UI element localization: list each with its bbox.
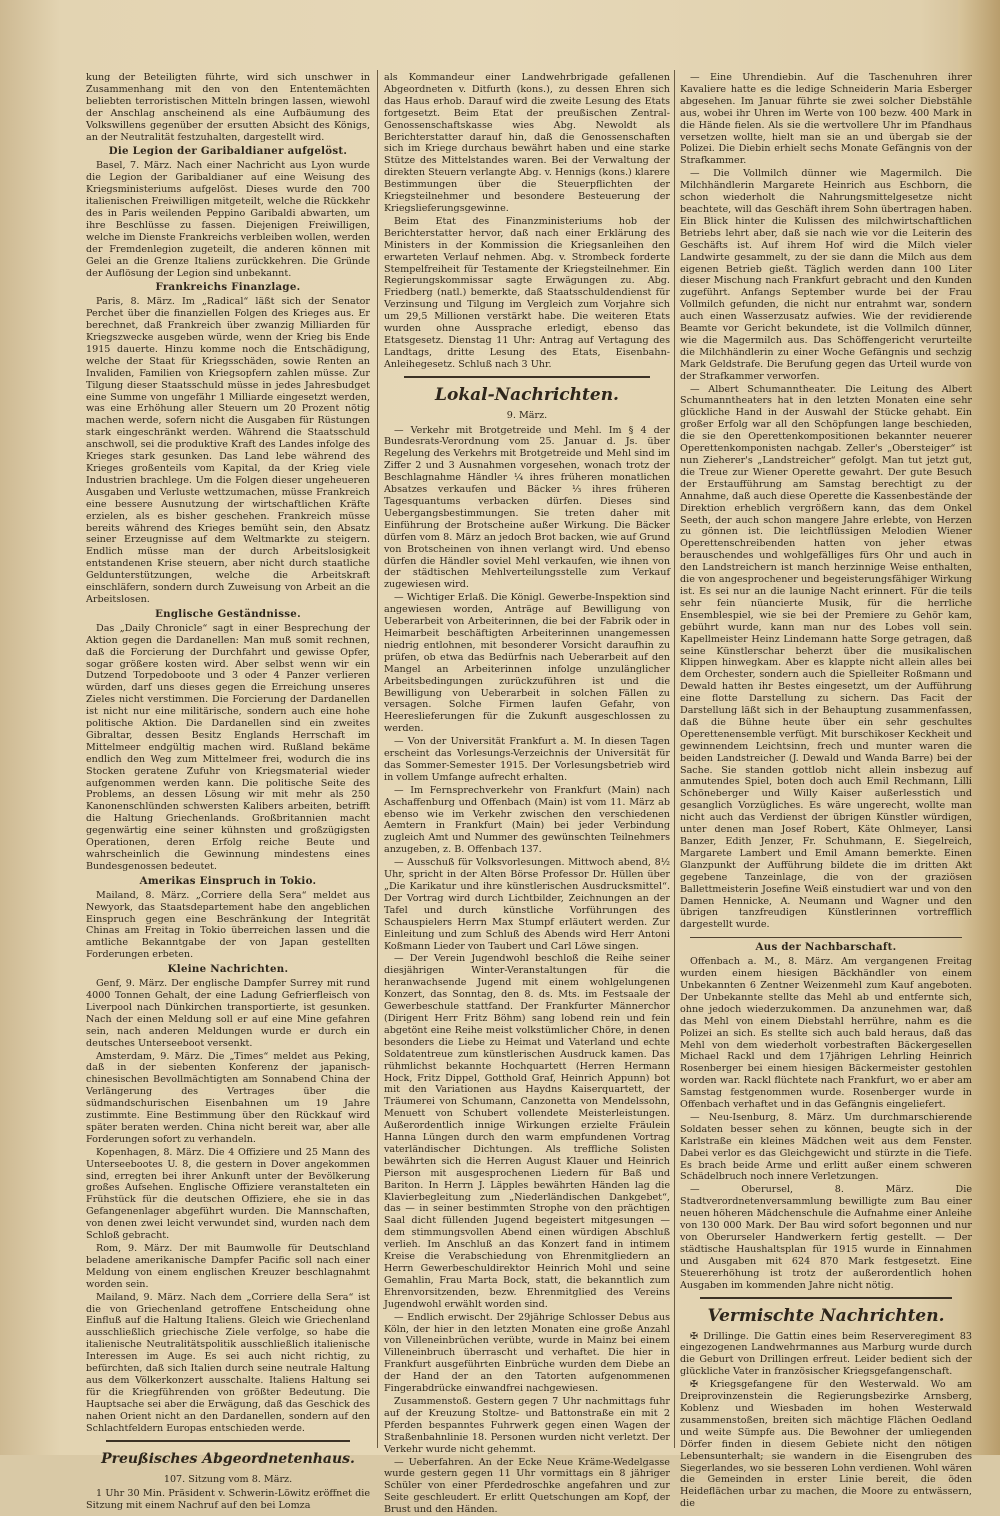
paragraph: — Ueberfahren. An der Ecke Neue Kräme-Wedelgasse wurde gestern gegen 11 Uhr vormittags ein 8 jähriger Schüler von einer Pferdedroschke angefahren und zur Seite geschleudert. Er erlitt Quetschungen am Kopf, der Brust und den Händen. (384, 1457, 670, 1516)
paragraph: ✠ Drillinge. Die Gattin eines beim Reserveregiment 83 eingezogenen Landwehrmannes aus Marburg wurde durch die Geburt von Drillingen erfreut. Leider bedient sich der glückliche Vater in französischer Kriegsgefangenschaft. (680, 1331, 972, 1379)
paragraph: Paris, 8. März. Im „Radical“ läßt sich der Senator Perchet über die finanziellen Folgen des Krieges aus. Er berechnet, daß Frankreich über zwanzig Milliarden für Kriegszwecke ausgeben würde, wenn der Krieg bis Ende 1915 dauerte. Hinzu komme noch die Entschädigung, welche der Staat für Kriegsschäden, sowie Renten an Invaliden, Familien von Kriegsopfern zahlen müsse. Zur Tilgung dieser Staatsschuld müsse in jedes Jahresbudget eine Summe von ungefähr 1 Milliarde eingesetzt werden, was eine Erhöhung aller Steuern um 20 Prozent nötig machen werde, sofern nicht die Ausgaben für Rüstungen stark eingeschränkt werden. Während die Staatsschuld anschwoll, sei die produktive Kraft des Landes infolge des Krieges stark gesunken. Das Land lebe während des Krieges großenteils vom Kapital, da der Krieg viele Industrien brachlege. Um die Folgen dieser ungeheueren Ausgaben und Verluste wettzumachen, müsse Frankreich eine bessere Ausnutzung der wirtschaftlichen Kräfte erzielen, als es bisher geschehen. Frankreich müsse bereits während des Krieges bemüht sein, den Absatz seiner Erzeugnisse auf dem Weltmarkte zu steigern. Endlich müsse man der durch Arbeitslosigkeit entstandenen Krise steuern, aber nicht durch staatliche Geldunterstützungen, welche die Arbeitskraft einschläfern, sondern durch Zuweisung von Arbeit an die Arbeitslosen. (86, 296, 370, 606)
paragraph: — Der Verein Jugendwohl beschloß die Reihe seiner diesjährigen Winter-Veranstaltungen für die heranwachsende Jugend mit einem wohlgelungenen Konzert, das Sonntag, den 8. ds. Mts. im Festsaale der Gewerbeschule stattfand. Der Frankfurter Männerchor (Dirigent Herr Fritz Böhm) sang lobend rein und fein abgetönt eine Reihe meist volkstümlicher Chöre, in denen besonders die Liebe zu Heimat und Vaterland und echte Soldatentreue zum künstlerischen Ausdruck kamen. Das rühmlichst bekannte Hochquartett (Herren Hermann Hock, Fritz Dippel, Gotthold Graf, Heinrich Appunn) bot mit den Variationen aus Haydns Kaiserquartett, der Träumerei von Schumann, Canzonetta von Mendelssohn, Menuett von Schubert vollendete Meisterleistungen. Außerordentlich innige Wirkungen erzielte Fräulein Hanna Lüngen durch den warm empfundenen Vortrag vaterländischer Dichtungen. Als treffliche Solisten bewährten sich die Herren August Klauer und Heinrich Pierson mit ausgesprochenen Liedern für Baß und Bariton. In Herrn J. Läpples bewährten Händen lag die Klavierbegleitung zum „Niederländischen Dankgebet“, das — in seiner bestimmten Strophe von den prächtigen Saal dicht füllenden Jugend begeistert mitgesungen — dem stimmungsvollen Abend einen würdigen Abschluß verlieh. Im Anschluß an das Konzert fand in intimem Kreise die Verabschiedung von Ehrenmitgliedern an Herrn Gewerbeschuldirektor Heinrich Mohl und seine Gemahlin, Frau Marta Bock, statt, die bekanntlich zum Ehrenvorsitzenden, bezw. Ehrenmitglied des Vereins Jugendwohl erwählt worden sind. (384, 953, 670, 1310)
paragraph: Zusammenstoß. Gestern gegen 7 Uhr nachmittags fuhr auf der Kreuzung Stoltze- und Battonstraße ein mit 2 Pferden bespanntes Fuhrwerk gegen einen Wagen der Straßenbahnlinie 18. Personen wurden nicht verletzt. Der Verkehr wurde nicht gehemmt. (384, 1396, 670, 1456)
paragraph: Mailand, 9. März. Nach dem „Corriere della Sera“ ist die von Griechenland getroffene Entscheidung ohne Einfluß auf die Haltung Italiens. Gleich wie Griechenland ausschließlich griechische Ziele verfolge, so habe die italienische Neutralitätspolitik ausschließlich italienische Interessen im Auge. Es sei auch nicht richtig, zu befürchten, daß sich Italien durch seine neutrale Haltung aus dem Völkerkonzert ausschalte. Italiens Haltung sei für die Kriegführenden von größter Bedeutung. Die Hauptsache sei aber die Erwägung, daß das Geschick des nahen Orient nicht an den Dardanellen, sondern auf den Schlachtfeldern Europas entschieden werde. (86, 1292, 370, 1435)
section-title: Lokal-Nachrichten. (384, 384, 670, 406)
paragraph: — Verkehr mit Brotgetreide und Mehl. Im § 4 der Bundesrats-Verordnung vom 25. Januar d. Js. über Regelung des Verkehrs mit Brotgetreide und Mehl sind im Ziffer 2 und 3 Ausnahmen vorgesehen, wonach trotz der Beschlagnahme Händler ¼ ihres früheren monatlichen Absatzes verkaufen und Bäcker ⅓ ihres früheren Tagesquantums verbacken dürfen. Dieses sind Uebergangsbestimmungen. Sie treten daher mit Einführung der Brotscheine außer Wirkung. Die Bäcker dürfen vom 8. März an jedoch Brot backen, wie auf Grund von Brotscheinen von ihnen verlangt wird. Und ebenso dürfen die Händler soviel Mehl verkaufen, wie ihnen von der städtischen Mehlverteilungsstelle zum Verkauf zugewiesen wird. (384, 425, 670, 592)
section-heading: Englische Geständnisse. (86, 609, 370, 621)
session-line: 107. Sitzung vom 8. März. (86, 1474, 370, 1486)
section-heading: Amerikas Einspruch in Tokio. (86, 876, 370, 888)
column-1 (86, 72, 370, 1447)
paragraph: Rom, 9. März. Der mit Baumwolle für Deutschland beladene amerikanische Dampfer Pacific soll nach einer Meldung von einem englischen Kreuzer beschlagnahmt worden sein. (86, 1243, 370, 1291)
paragraph: — Neu-Isenburg, 8. März. Um durchmarschierende Soldaten besser sehen zu können, beugte sich in der Karlstraße ein kleines Mädchen weit aus dem Fenster. Dabei verlor es das Gleichgewicht und stürzte in die Tiefe. Es brach beide Arme und erlitt außer einem schweren Schädelbruch noch innere Verletzungen. (680, 1112, 972, 1183)
date-line: 9. März. (384, 410, 670, 422)
column-rule (377, 70, 378, 1448)
paragraph: ✠ Kriegsgefangene für den Westerwald. Wo am Dreiprovinzenstein die Regierungsbezirke Arnsberg, Koblenz und Wiesbaden im hohen Westerwald zusammenstoßen, breiten sich mächtige Flächen Oedland und weite Sümpfe aus. Die Bewohner der umliegenden Dörfer finden in diesem Gebiete nicht den nötigen Lebensunterhalt; sie wandern in die Eisengruben des Siegerlandes, wo sie besseren Lohn verdienen. Wohl wären die Gemeinden in erster Linie bereit, die öden Heideflächen urbar zu machen, die Moore zu entwässern, die (680, 1379, 972, 1510)
paragraph: kung der Beteiligten führte, wird sich unschwer in Zusammenhang mit den von den Ententemächten beliebten terroristischen Mitteln bringen lassen, wiewohl der Anschlag anscheinend als eine Aufbäumung des Volkswillens gegenüber der ersutten Absicht des Königs, an der Neutralität festzuhalten, dargestellt wird. (86, 72, 370, 143)
paragraph: Kopenhagen, 8. März. Die 4 Offiziere und 25 Mann des Unterseebootes U. 8, die gestern in Dover angekommen sind, erregten bei ihrer Ankunft unter der Bevölkerung großes Aufsehen. Englische Offiziere veranstalteten ein Frühstück für die deutschen Offiziere, ehe sie in das Gefangenenlager abgeführt wurden. Die Mannschaften, von denen zwei leicht verwundet sind, wurden nach dem Schloß gebracht. (86, 1147, 370, 1242)
paragraph: Genf, 9. März. Der englische Dampfer Surrey mit rund 4000 Tonnen Gehalt, der eine Ladung Gefrierfleisch von Liverpool nach Dünkirchen transportierte, ist gesunken. Nach der einen Meldung soll er auf eine Mine gefahren sein, nach anderen Meldungen wurde er durch ein deutsches Unterseeboot versenkt. (86, 978, 370, 1049)
paragraph: — Ausschuß für Volksvorlesungen. Mittwoch abend, 8½ Uhr, spricht in der Alten Börse Professor Dr. Hüllen über „Die Karikatur und ihre künstlerischen Ausdrucksmittel“. Der Vortrag wird durch Lichtbilder, Zeichnungen an der Tafel und durch künstliche Vorführungen des Schauspielers Herrn Max Stumpf erläutert werden. Zur Einleitung und zum Schluß des Abends wird Herr Antoni Koßmann Lieder von Taubert und Carl Löwe singen. (384, 857, 670, 952)
paragraph: Beim Etat des Finanzministeriums hob der Berichterstatter hervor, daß nach einer Erklärung des Ministers in der Kommission die Kriegsanleihen den erwarteten Verlauf nehmen. Abg. v. Strombeck forderte Stempelfreiheit für Testamente der Kriegsteilnehmer. Ein Regierungskommissar sagte Erwägungen zu. Abg. Friedberg (natl.) bemerkte, daß Staatsschuldendienst für Verzinsung und Tilgung im Vergleich zum Vorjahre sich um 29,5 Millionen verstärkt habe. Die weiteren Etats wurden ohne Aussprache erledigt, ebenso das Etatsgesetz. Dienstag 11 Uhr: Antrag auf Vertagung des Landtags, dritte Lesung des Etats, Eisenbahn-Anleihegesetz. Schluß nach 3 Uhr. (384, 216, 670, 371)
column-rule (674, 70, 675, 1448)
paragraph: — Oberursel, 8. März. Die Stadtverordnetenversammlung bewilligte zum Bau einer neuen höheren Mädchenschule die Aufnahme einer Anleihe von 130 000 Mark. Der Bau wird sofort begonnen und nur von Oberurseler Handwerkern fertig gestellt. — Der städtische Haushaltsplan für 1915 wurde in Einnahmen und Ausgaben mit 624 870 Mark festgesetzt. Eine Steuererhöhung ist trotz der außerordentlich hohen Ausgaben im kommenden Jahre nicht nötig. (680, 1184, 972, 1291)
paragraph: — Von der Universität Frankfurt a. M. In diesen Tagen erscheint das Vorlesungs-Verzeichnis der Universität für das Sommer-Semester 1915. Der Vorlesungsbetrieb wird in vollem Umfange aufrecht erhalten. (384, 736, 670, 784)
paragraph: Das „Daily Chronicle“ sagt in einer Besprechung der Aktion gegen die Dardanellen: Man muß somit rechnen, daß die Forcierung der Durchfahrt und gewisse Opfer, sogar größere kosten wird. Aber selbst wenn wir ein Dutzend Torpedoboote und 3 oder 4 Panzer verlieren würden, darf uns dieses gegen die Erreichung unseres Zieles nicht verstimmen. Die Forcierung der Dardanellen ist nicht nur eine militärische, sondern auch eine hohe politische Aktion. Die Dardanellen sind ein zweites Gibraltar, dessen Besitz Englands Herrschaft im Mittelmeer endgültig machen wird. Rußland bekäme endlich den Weg zum Mittelmeer frei, wodurch die ins Stocken geratene Zufuhr von Kriegsmaterial wieder aufgenommen werden kann. Die politische Seite des Problems, an dessen Lösung wir mit mehr als 250 Kanonenschlünden schwersten Kalibers arbeiten, betrifft die Haltung Griechenlands. Großbritannien macht gegenwärtig eine seiner kühnsten und großzügigsten Operationen, deren Erfolg reiche Beute und wahrscheinlich die Gewinnung mindestens eines Bundesgenossen bedeutet. (86, 623, 370, 873)
paragraph: — Albert Schumanntheater. Die Leitung des Albert Schumanntheaters hat in den letzten Monaten eine sehr glückliche Hand in der Auswahl der Stücke gehabt. Ein großer Erfolg war all den Schöpfungen lange beschieden, die sie den Operettenkompositionen bekannter neuerer Operettenkomponisten nachgab. Zeller's „Obersteiger“ ist nun Zieherer's „Landstreicher“ gefolgt. Man tut jetzt gut, die Treue zur Wiener Operette gewahrt. Der gute Besuch der Erstaufführung am Samstag berechtigt zu der Annahme, daß auch diese Operette die Kassenbestände der Direktion erheblich vergrößern kann, das dem Onkel Seeth, der auch schon mangere Jahre erlebte, von Herzen zu gönnen ist. Die leichtflüssigen Melodien Wiener Operettenschreibenden hatten von jeher etwas berauschendes und wohlgefälliges fürs Ohr und auch in den Landstreichern ist manch herzinnige Weise enthalten, die von angesprochener und begeisterungsfähiger Wirkung ist. Es sei nur an die launige Nacht erinnert. Für die teils sehr fein nüancierte Musik, für die herrliche Ensemblespiel, wie sie bei der Premiere zu Gehör kam, gebührt wurde, kann man nur des Lobes voll sein. Kapellmeister Heinz Lindemann hatte Sorge getragen, daß seine Künstlerschar beherzt über die musikalischen Klippen hinwegkam. Aber es klappte nicht allein alles bei dem Orchester, sondern auch die Spielleiter Roßmann und Dewald hatten ihr Bestes eingesetzt, um der Aufführung eine flotte Darstellung zu sichern. Das Facit der Darstellung läßt sich in der Behauptung zusammenfassen, daß die Bühne heute über ein sehr geschultes Operettenensemble verfügt. Mit burschikoser Keckheit und gewinnendem Leichtsinn, frech und munter waren die beiden Landstreicher (J. Dewald und Wanda Barre) bei der Sache. Sie standen gottlob nicht allein insbezug auf anmutendes Spiel, boten doch auch Emil Rechmann, Lilli Schöneberger und Willy Kaiser außerlesstich und gesanglich Vorzügliches. Es wäre ungerecht, wollte man nicht auch das Verdienst der übrigen Künstler würdigen, unter denen man Josef Robert, Käte Ohlmeyer, Lansi Banzer, Edith Jenzer, Fr. Schuhmann, E. Siegelreich, Margarete Lambert und Emil Amann bemerkte. Einen Glanzpunkt der Aufführung bildete die im dritten Akt gegebene Tanzeinlage, die von der graziösen Ballettmeisterin Josefine Weiß einstudiert war und von den Damen Hennicke, A. Neumann und Wagner und den übrigen tanzfreudigen Künstlerinnen vortrefflich dargestellt wurde. (680, 384, 972, 932)
section-title: Vermischte Nachrichten. (680, 1305, 972, 1327)
paragraph: — Eine Uhrendiebin. Auf die Taschenuhren ihrer Kavaliere hatte es die ledige Schneiderin Maria Esberger abgesehen. Im Januar führte sie zwei solcher Diebstähle aus, wobei ihr Uhren im Werte von 100 bezw. 400 Mark in die Hände fielen. Als sie die wertvollere Uhr im Pfandhaus versetzen wollte, hielt man sie an und übergab sie der Polizei. Die Diebin erhielt sechs Monate Gefängnis von der Strafkammer. (680, 72, 972, 167)
column-2 (384, 72, 670, 1447)
paragraph: als Kommandeur einer Landwehrbrigade gefallenen Abgeordneten v. Ditfurth (kons.), zu dessen Ehren sich das Haus erhob. Darauf wird die zweite Lesung des Etats fortgesetzt. Beim Etat der preußischen Zentral-Genossenschaftskasse wies Abg. Newoldt als Berichterstatter darauf hin, daß die Genossenschaften sich im Kriege durchaus bewährt haben und eine starke Stütze des Mittelstandes waren. Bei der Verwaltung der direkten Steuern verlangte Abg. v. Hennigs (kons.) klarere Bestimmungen über die Steuerpflichten der Kriegsteilnehmer und besondere Besteuerung der Kriegslieferungsgewinne. (384, 72, 670, 215)
paragraph: — Die Vollmilch dünner wie Magermilch. Die Milchhändlerin Margarete Heinrich aus Eschborn, die schon wiederholt die Nahrungsmittelgesetze nicht beachtete, will das Geschäft ihrem Sohn übertragen haben. Ein Blick hinter die Kulissen des milchwirtschaftlichen Betriebs lehrt aber, daß sie nach wie vor die Leiterin des Geschäfts ist. Auf ihrem Hof wird die Milch vieler Landwirte gesammelt, zu der sie dann die Milch aus dem eigenen Betrieb gießt. Täglich werden dann 100 Liter dieser Mischung nach Frankfurt gebracht und den Kunden zugeführt. Anfangs September wurde bei der Frau Vollmilch gefunden, die nicht nur entrahmt war, sondern auch einen Wasserzusatz aufwies. Wie der revidierende Beamte vor Gericht bekundete, ist die Vollmilch dünner, wie die Magermilch aus. Das Schöffengericht verurteilte die Milchhändlerin zu einer Woche Gefängnis und sechzig Mark Geldstrafe. Die Berufung gegen das Urteil wurde von der Strafkammer verworfen. (680, 168, 972, 382)
section-heading: Frankreichs Finanzlage. (86, 282, 370, 294)
section-heading: Aus der Nachbarschaft. (680, 942, 972, 954)
paragraph: Offenbach a. M., 8. März. Am vergangenen Freitag wurden einem hiesigen Bäckhändler von einem Unbekannten 6 Zentner Weizenmehl zum Kauf angeboten. Der Unbekannte stellte das Mehl ab und entfernte sich, ohne jedoch wiederzukommen. Da anzunehmen war, daß das Mehl von einem Diebstahl herrühre, nahm es die Polizei an sich. Es stellte sich auch bald heraus, daß das Mehl von dem wiederholt vorbestraften Bäckergesellen Michael Rackl und dem 17jährigen Lehrling Heinrich Rosenberger bei einem hiesigen Bäckermeister gestohlen worden war. Rackl flüchtete nach Frankfurt, wo er aber am Samstag festgenommen wurde. Rosenberger wurde in Offenbach verhaftet und in das Gefängnis eingeliefert. (680, 956, 972, 1111)
paragraph: — Endlich erwischt. Der 29jährige Schlosser Debus aus Köln, der hier in den letzten Monaten eine große Anzahl von Villeneinbrüchen verübte, wurde in Mainz bei einem Villeneinbruch überrascht und verhaftet. Die hier in Frankfurt ausgeführten Einbrüche wurden dem Diebe an der Hand der an den Tatorten aufgenommenen Fingerabdrücke einwandfrei nachgewiesen. (384, 1312, 670, 1395)
paragraph: — Wichtiger Erlaß. Die Königl. Gewerbe-Inspektion sind angewiesen worden, Anträge auf Bewilligung von Ueberarbeit von Arbeiterinnen, die bei der Fabrik oder in Heimarbeit beschäftigten Arbeiterinnen unangemessen niedrig entlohnen, mit besonderer Vorsicht daraufhin zu prüfen, ob etwa das Bedürfnis nach Ueberarbeit auf den Mangel an Arbeiterinnen infolge unzulänglicher Arbeitsbedingungen zurückzuführen ist und die Bewilligung von Ueberarbeit in solchen Fällen zu versagen. Solche Firmen laufen Gefahr, von Heereslieferungen für die Zukunft ausgeschlossen zu werden. (384, 592, 670, 735)
column-3 (680, 72, 972, 1447)
divider (404, 376, 650, 378)
section-heading: Kleine Nachrichten. (86, 964, 370, 976)
divider (106, 1440, 350, 1442)
section-heading: Die Legion der Garibaldianer aufgelöst. (86, 146, 370, 158)
paragraph: 1 Uhr 30 Min. Präsident v. Schwerin-Löwitz eröffnet die Sitzung mit einem Nachruf auf den bei Lomza (86, 1488, 370, 1512)
paragraph: Mailand, 8. März. „Corriere della Sera“ meldet aus Newyork, das Staatsdepartement habe den angeblichen Einspruch gegen eine Beschränkung der Integrität Chinas am Freitag in Tokio überreichen lassen und die amtliche Bekanntgabe der von Japan gestellten Forderungen erbeten. (86, 890, 370, 961)
paragraph: Basel, 7. März. Nach einer Nachricht aus Lyon wurde die Legion der Garibaldianer auf eine Weisung des Kriegsministeriums aufgelöst. Dieses wurde den 700 italienischen Freiwilligen mitgeteilt, welche die Rückkehr des in Paris weilenden Peppino Garibaldi abwarten, um ihre Beschlüsse zu fassen. Diejenigen Freiwilligen, welche im Dienste Frankreichs verbleiben wollen, werden der Fremdenlegion zugeteilt, die anderen können mit Gelei an die Grenze Italiens zurückkehren. Die Gründe der Auflösung der Legion sind unbekannt. (86, 160, 370, 279)
divider (690, 937, 962, 938)
section-title: Preußisches Abgeordnetenhaus. (86, 1448, 370, 1470)
divider (700, 1297, 952, 1299)
paragraph: — Im Fernsprechverkehr von Frankfurt (Main) nach Aschaffenburg und Offenbach (Main) ist vom 11. März ab ebenso wie im Verkehr zwischen den verschiedenen Aemtern in Frankfurt (Main) bei jeder Verbindung zugleich Amt und Nummer des gewünschten Teilnehmers anzugeben, z. B. Offenbach 137. (384, 785, 670, 856)
paragraph: Amsterdam, 9. März. Die „Times“ meldet aus Peking, daß in der siebenten Konferenz der japanisch-chinesischen Bevollmächtigten am Sonnabend China der Verlängerung des Vertrages über die südmandschurischen Eisenbahnen um 19 Jahre zustimmte. Eine Bestimmung über den Rückkauf wird später beraten werden. China nicht bereit war, aber alle Forderungen sofort zu verhandeln. (86, 1051, 370, 1146)
